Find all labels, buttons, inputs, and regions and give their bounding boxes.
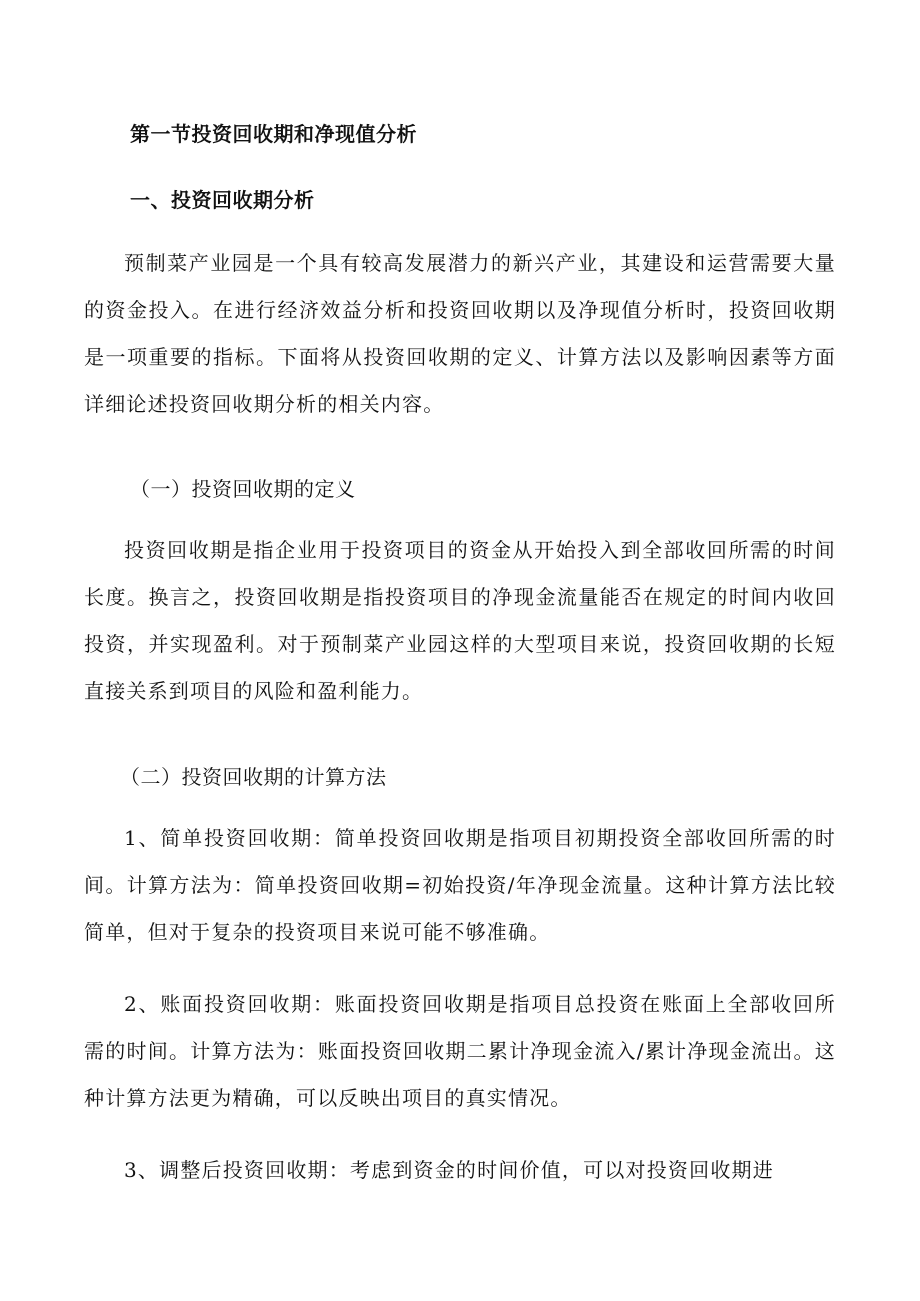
methods-heading: （二）投资回收期的计算方法 <box>120 765 387 789</box>
definition-heading: （一）投资回收期的定义 <box>130 477 356 501</box>
sub-title: 一、投资回收期分析 <box>130 188 315 212</box>
section-title: 第一节投资回收期和净现值分析 <box>130 122 417 146</box>
method-item-3: 3、调整后投资回收期：考虑到资金的时间价值，可以对投资回收期进 <box>124 1158 774 1182</box>
method-item-1: 1、简单投资回收期：简单投资回收期是指项目初期投资全部收回所需的时间。计算方法为：简单投资回收期=初始投资/年净现金流量。这种计算方法比较简单，但对于复杂的投资项目来说可能不够准确。 <box>84 826 836 944</box>
method-item-2: 2、账面投资回收期：账面投资回收期是指项目总投资在账面上全部收回所需的时间。计算方法为：账面投资回收期二累计净现金流入/累计净现金流出。这种计算方法更为精确，可以反映出项目的真实情况。 <box>84 992 836 1110</box>
definition-paragraph: 投资回收期是指企业用于投资项目的资金从开始投入到全部收回所需的时间长度。换言之，投资回收期是指投资项目的净现金流量能否在规定的时间内收回投资，并实现盈利。对于预制菜产业园这样的大型项目来说，投资回收期的长短直接关系到项目的风险和盈利能力。 <box>84 538 836 703</box>
intro-paragraph: 预制菜产业园是一个具有较高发展潜力的新兴产业，其建设和运营需要大量的资金投入。在进行经济效益分析和投资回收期以及净现值分析时，投资回收期是一项重要的指标。下面将从投资回收期的定义、计算方法以及影响因素等方面详细论述投资回收期分析的相关内容。 <box>84 251 836 416</box>
